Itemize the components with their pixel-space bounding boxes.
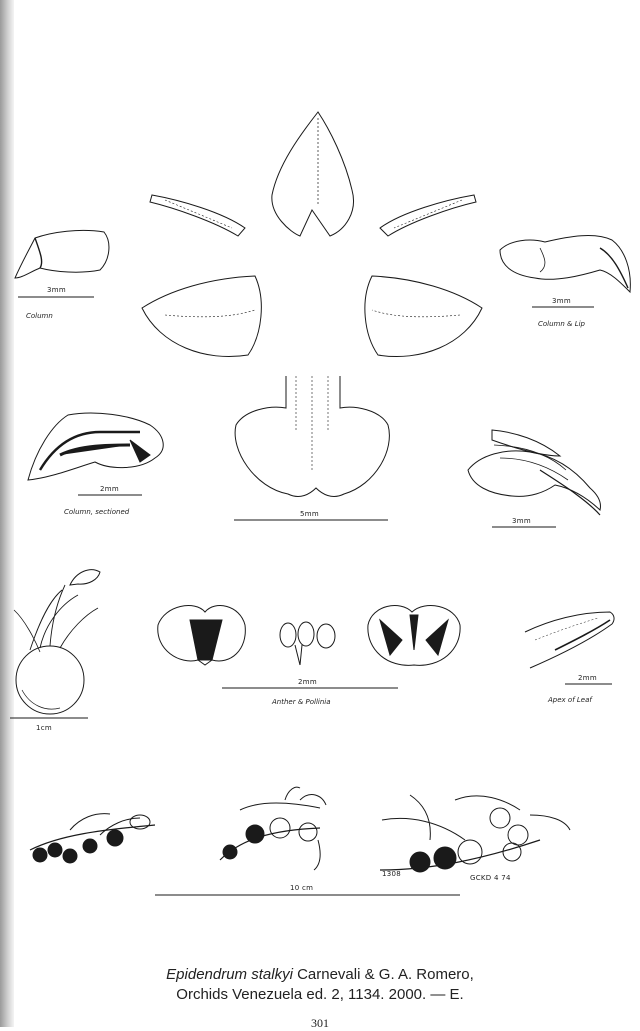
- label-anther-pollinia: Anther & Pollinia: [272, 698, 331, 706]
- scale-label-column-lip: 3mm: [552, 297, 571, 305]
- anther-front-drawing: [158, 606, 246, 665]
- column-sectioned-drawing: [28, 413, 163, 480]
- flower-side-view-drawing: [468, 430, 601, 515]
- page-number: 301: [311, 1016, 329, 1030]
- scale-label-leaf: 2mm: [578, 674, 597, 682]
- dorsal-sepal-drawing: [272, 112, 354, 236]
- caption-species: Epidendrum stalkyi: [166, 966, 293, 983]
- anther-back-drawing: [368, 606, 460, 666]
- scale-label-habit: 10 cm: [290, 884, 314, 892]
- column-lip-drawing: [500, 236, 630, 292]
- habit-sketch-right: [380, 795, 570, 872]
- label-column-lip: Column & Lip: [538, 320, 586, 328]
- label-column-sectioned: Column, sectioned: [64, 508, 130, 516]
- habit-sketch-left: [30, 814, 155, 863]
- habit-sketch-middle: [220, 787, 326, 870]
- caption-authors: Carnevali & G. A. Romero,: [292, 966, 474, 983]
- scale-label-plant: 1cm: [36, 724, 53, 732]
- scale-label-anther: 2mm: [298, 678, 317, 686]
- petal-left-drawing: [150, 195, 245, 236]
- scale-label-lip: 5mm: [300, 510, 319, 518]
- plant-pseudobulb-drawing: [14, 570, 100, 714]
- lip-drawing: [235, 376, 389, 496]
- lateral-sepal-left-drawing: [142, 276, 261, 357]
- scale-label-column: 3mm: [47, 286, 66, 294]
- petal-right-drawing: [380, 195, 476, 236]
- scale-label-flower: 3mm: [512, 517, 531, 525]
- signature-artist: GCKD 4 74: [470, 874, 511, 882]
- pollinia-drawing: [280, 622, 335, 665]
- label-column: Column: [26, 312, 53, 320]
- caption-line-2: Orchids Venezuela ed. 2, 1134. 2000. — E.: [176, 986, 464, 1003]
- label-apex-of-leaf: Apex of Leaf: [548, 696, 592, 704]
- scale-label-column-sectioned: 2mm: [100, 485, 119, 493]
- scale-bars: [10, 297, 612, 895]
- lateral-sepal-right-drawing: [365, 276, 482, 357]
- caption-line-1: [0, 966, 640, 983]
- column-drawing: [15, 230, 109, 278]
- leaf-apex-drawing: [525, 612, 614, 668]
- signature-number: 1308: [382, 870, 402, 878]
